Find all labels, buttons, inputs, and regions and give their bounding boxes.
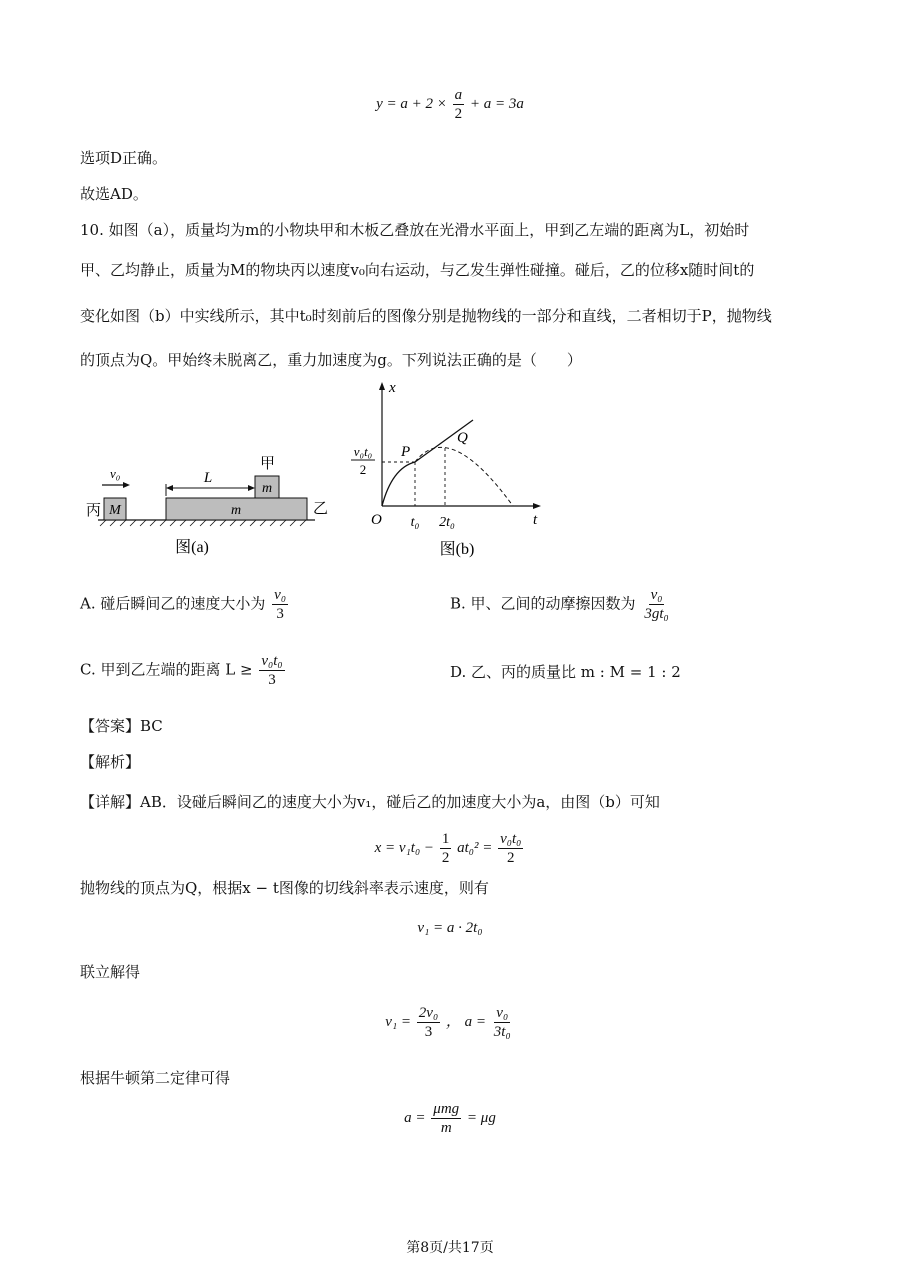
option-B-den: 3gt₀ [644, 606, 669, 622]
t-axis-arrow [533, 503, 541, 509]
eq4-den: m [440, 1120, 452, 1136]
equation-2: v₁ = a · 2t₀ [417, 920, 483, 936]
eq1-num2: v₀t₀ [500, 831, 522, 847]
axis-t-label: t [533, 512, 538, 528]
label-L: L [203, 470, 213, 486]
eq1-frac-rhs [498, 830, 523, 867]
eq-top-fraction [453, 86, 465, 123]
eq4-rhs: = μg [466, 1109, 496, 1126]
option-C-den: 3 [268, 672, 276, 688]
eq3-frac2 [492, 1004, 513, 1041]
vertex-line: 抛物线的顶点为Q，根据x − t图像的切线斜率表示速度，则有 [80, 879, 489, 897]
label-v0: v₀ [110, 466, 121, 481]
eq-top-rhs: + a = 3a [469, 95, 524, 112]
eq1-lhs: x = v₁t₀ − [374, 839, 435, 856]
answer-line: 【答案】BC [80, 717, 163, 735]
option-B [450, 586, 673, 623]
label-yi: 乙 [313, 501, 329, 517]
eq1-den: 2 [441, 850, 450, 866]
eq3-den2: 3t₀ [493, 1024, 511, 1040]
eq4-lhs: a = [404, 1109, 426, 1126]
figure-b [345, 378, 555, 563]
label-m-board: m [230, 503, 242, 518]
eq-top-lhs: y = a + 2 × [376, 95, 447, 112]
eq4-frac [431, 1100, 461, 1137]
equation-3 [0, 1004, 900, 1041]
option-B-fraction [642, 586, 670, 623]
option-B-num: v₀ [650, 587, 663, 603]
equation-y [0, 86, 900, 123]
option-B-text: B. 甲、乙间的动摩擦因数为 [450, 594, 636, 613]
label-M: M [109, 503, 121, 518]
eq3-sep: ， a = [445, 1013, 487, 1030]
equation-1 [0, 830, 900, 867]
eq3-den: 3 [424, 1024, 433, 1040]
option-A-num: v₀ [274, 587, 287, 603]
eq1-frac-half [440, 830, 452, 867]
L-arrow-right [248, 485, 255, 491]
option-A-den: 3 [276, 606, 284, 622]
y-tick-num: v₀t₀ [353, 444, 373, 459]
point-P-label: P [401, 444, 411, 460]
eq3-frac1 [417, 1004, 440, 1041]
parabola-solid [382, 462, 415, 506]
option-C-fraction [259, 652, 284, 689]
figure-a [80, 440, 340, 565]
caption-b: 图(b) [439, 541, 475, 558]
origin-label: O [371, 512, 382, 528]
v0-arrow-head [123, 482, 130, 488]
point-Q-label: Q [457, 430, 468, 446]
option-D-text: D. 乙、丙的质量比 m : M = 1 : 2 [450, 663, 681, 681]
axis-x-label: x [389, 380, 396, 396]
option-D [450, 662, 681, 682]
q10-line3: 变化如图（b）中实线所示，其中t₀时刻前后的图像分别是抛物线的一部分和直线，二者相切于P，抛物线 [80, 307, 772, 325]
option-C-num: v₀t₀ [261, 653, 283, 669]
caption-a: 图(a) [175, 539, 209, 556]
eq3-num2: v₀ [496, 1005, 509, 1021]
parabola-dashed [415, 447, 513, 506]
equation-4 [0, 1100, 900, 1137]
q10-line2: 甲、乙均静止，质量为M的物块丙以速度v₀向右运动，与乙发生弹性碰撞。碰后，乙的位移x随时间t的 [80, 261, 755, 279]
label-bing: 丙 [86, 503, 102, 519]
line-d-correct: 选项D正确。 [80, 149, 168, 167]
eq1-num: 1 [441, 831, 450, 847]
option-C-text: C. 甲到乙左端的距离 L ≥ [80, 660, 253, 679]
eq1-mid: at₀² = [457, 839, 493, 856]
option-A-text: A. 碰后瞬间乙的速度大小为 [80, 594, 266, 613]
option-A [80, 586, 290, 623]
page-footer: 第8页/共17页 [406, 1240, 494, 1256]
detail-line: 【详解】AB．设碰后瞬间乙的速度大小为v₁，碰后乙的加速度大小为a，由图（b）可知 [80, 793, 660, 811]
q10-line4: 的顶点为Q。甲始终未脱离乙，重力加速度为g。下列说法正确的是（ ） [80, 351, 582, 369]
solve-line: 联立解得 [80, 963, 141, 981]
q10-line1: 10. 如图（a），质量均为m的小物块甲和木板乙叠放在光滑水平面上，甲到乙左端的距离为L，初始时 [80, 221, 750, 239]
label-jia: 甲 [260, 456, 276, 472]
eq3-lhs: v₁ = [385, 1013, 412, 1030]
eq3-num: 2v₀ [418, 1005, 439, 1021]
option-C [80, 652, 287, 689]
tick-t0-label: t₀ [410, 515, 420, 530]
ground-hatch [100, 520, 306, 526]
L-arrow-left [166, 485, 173, 491]
eq-top-num: a [454, 87, 463, 103]
line-choose-ad: 故选AD。 [80, 185, 148, 203]
tick-2t0-label: 2t₀ [439, 515, 455, 530]
x-axis-arrow [379, 382, 385, 390]
y-tick-den: 2 [359, 462, 367, 477]
eq-top-den: 2 [454, 106, 463, 122]
analysis-line: 【解析】 [80, 753, 141, 771]
eq1-den2: 2 [506, 850, 515, 866]
label-m-block: m [261, 481, 273, 496]
option-A-fraction [272, 586, 288, 623]
newton-line: 根据牛顿第二定律可得 [80, 1069, 231, 1087]
eq4-num: μmg [433, 1101, 460, 1117]
